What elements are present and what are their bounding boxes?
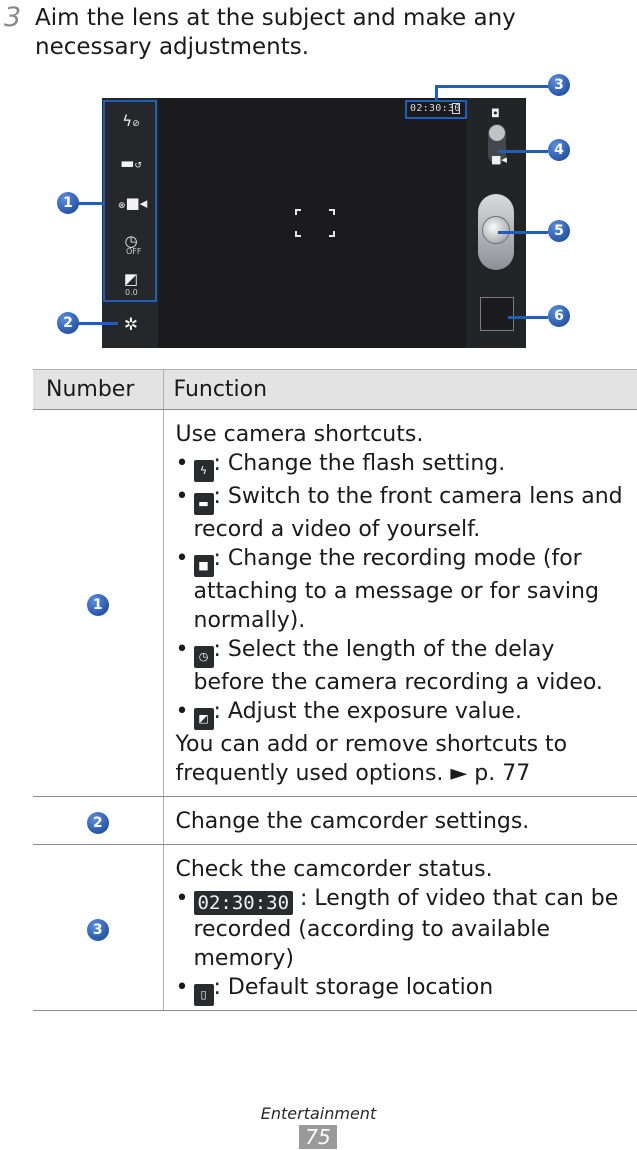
camera-icon: ◘ <box>491 107 500 120</box>
callout-line-1 <box>78 202 104 205</box>
timer-off-label: OFF <box>126 247 142 256</box>
row-function-cell <box>163 797 637 845</box>
focus-corner-tr <box>329 209 335 215</box>
exposure-icon[interactable]: ◩ <box>123 270 139 288</box>
recording-time-remaining: 02:30:30 <box>410 103 461 114</box>
recording-mode-icon[interactable]: ⊗■◂ <box>118 194 148 212</box>
image-viewer-thumbnail[interactable] <box>480 297 514 331</box>
mode-switch-knob[interactable] <box>489 125 505 141</box>
status-highlight <box>405 100 467 119</box>
exposure-value: 0.0 <box>125 288 138 297</box>
row-intro: Change the camcorder settings. <box>175 809 530 834</box>
table-row <box>33 845 637 1011</box>
list-item: • ▯ : Default storage location <box>176 973 632 1006</box>
callout-5: 5 <box>548 220 570 242</box>
row-number-cell <box>33 797 163 845</box>
row-function-cell <box>163 410 637 797</box>
row-badge: 1 <box>87 594 109 616</box>
step-instruction: Aim the lens at the subject and make any necessary adjustments. <box>35 5 516 60</box>
list-item: • ϟ : Change the flash setting. <box>176 449 632 482</box>
callout-line-5 <box>498 231 548 234</box>
flash-off-icon: ϟ <box>194 460 214 482</box>
timer-icon: ◷ <box>194 646 214 668</box>
row-number-cell <box>33 410 163 797</box>
list-item: • ▬ : Switch to the front camera lens and record a video of yourself. <box>176 482 632 544</box>
shortcut-highlight <box>103 100 157 302</box>
list-item: • ◩ : Adjust the exposure value. <box>176 697 632 730</box>
row-number-cell <box>33 845 163 1011</box>
focus-corner-bl <box>295 231 301 237</box>
row-intro: Use camera shortcuts. <box>175 422 424 447</box>
front-camera-icon[interactable]: ▬↺ <box>120 154 142 172</box>
header-function: Function <box>163 370 637 410</box>
flash-off-icon[interactable]: ϟ⊘ <box>122 112 140 130</box>
camera-screen <box>102 98 526 348</box>
row-outro: You can add or remove shortcuts to frequently used options. ► p. 77 <box>175 732 568 786</box>
timer-icon[interactable]: ◷ <box>124 232 138 250</box>
record-button-knob[interactable] <box>482 216 510 244</box>
front-camera-icon: ▬ <box>194 493 214 515</box>
gear-icon[interactable]: ✲ <box>123 315 139 335</box>
focus-corner-tl <box>295 209 301 215</box>
table-header-row <box>33 370 637 410</box>
callout-line-6 <box>508 316 548 319</box>
function-table <box>33 369 637 1011</box>
time-remaining-icon: 02:30:30 <box>194 891 294 915</box>
callout-3: 3 <box>548 74 570 96</box>
callout-line-3b <box>435 85 549 88</box>
row-badge: 3 <box>87 919 109 941</box>
page-number: 75 <box>299 1125 337 1149</box>
list-item: • 02:30:30 : Length of video that can be recorded (according to available memory) <box>176 884 632 973</box>
list-item: • ◷ : Select the length of the delay before the camera recording a video. <box>176 635 632 697</box>
row-function-cell <box>163 845 637 1011</box>
recording-mode-icon: ■ <box>194 555 214 577</box>
callout-line-2 <box>78 322 118 325</box>
table-row <box>33 410 637 797</box>
step-number: 3 <box>4 2 22 33</box>
table-row <box>33 797 637 845</box>
callout-line-4 <box>498 150 548 153</box>
section-name: Entertainment <box>260 1104 377 1123</box>
row-intro: Check the camcorder status. <box>175 857 493 882</box>
storage-icon: ▯ <box>194 984 214 1006</box>
callout-line-3a <box>435 86 438 101</box>
list-item: • ■ : Change the recording mode (for attaching to a message or for saving normally). <box>176 544 632 635</box>
header-number: Number <box>33 370 163 410</box>
focus-corner-br <box>329 231 335 237</box>
camcorder-icon: ■◂ <box>491 153 507 166</box>
callout-1: 1 <box>57 192 79 214</box>
row-badge: 2 <box>87 812 109 834</box>
callout-2: 2 <box>57 312 79 334</box>
callout-6: 6 <box>548 305 570 327</box>
exposure-icon: ◩ <box>194 708 214 730</box>
callout-4: 4 <box>548 139 570 161</box>
